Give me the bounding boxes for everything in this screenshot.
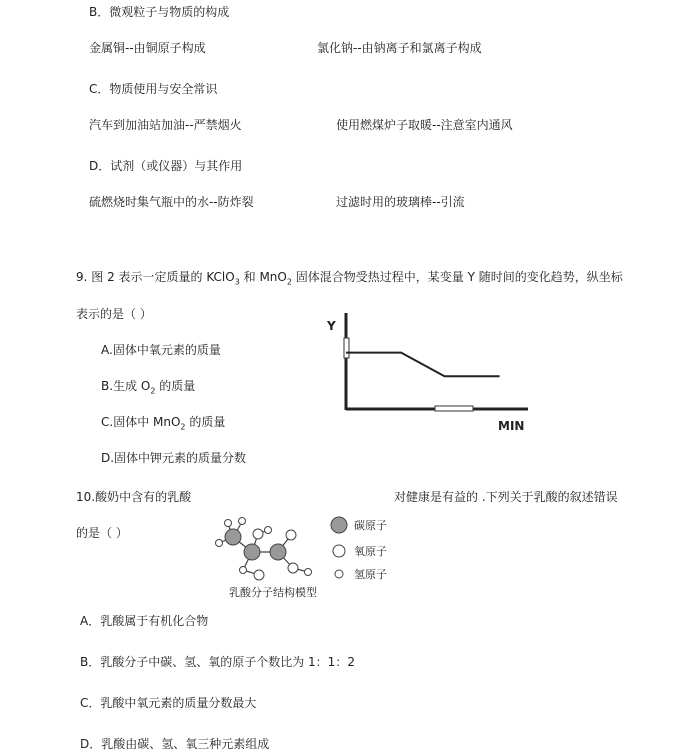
oxygen-atom (288, 563, 298, 573)
hydrogen-atom (225, 520, 232, 527)
hydrogen-atom (216, 540, 223, 547)
chart-yaxis-highlight (344, 338, 349, 358)
chart-axis-highlight (435, 406, 473, 411)
legend-carbon-icon (331, 517, 347, 533)
oxygen-atom (254, 570, 264, 580)
option-b-left-text: 金属铜--由铜原子构成 (89, 41, 206, 55)
chart-series-line (346, 353, 500, 377)
option-c-left-text: 汽车到加油站加油--严禁烟火 (89, 118, 242, 132)
legend-carbon-label: 碳原子 (354, 519, 387, 532)
q10-option-c: C．乳酸中氧元素的质量分数最大 (80, 696, 257, 710)
legend-hydrogen-icon (335, 570, 343, 578)
q10-option-a: A．乳酸属于有机化合物 (80, 614, 209, 628)
legend-oxygen-icon (333, 545, 345, 557)
q9-stem-line1: 9. 图 2 表示一定质量的 KClO$_3$ 和 MnO$_2$ 固体混合物受热过程中，某变量 Y 随时间的变化趋势，纵坐标 (76, 270, 623, 287)
option-b-right-text: 氯化钠--由钠离子和氯离子构成 (317, 41, 482, 55)
q9-option-a: A.固体中氧元素的质量 (101, 343, 221, 357)
chart-y-axis-label: Y (327, 319, 336, 333)
option-d-heading: D．试剂（或仪器）与其作用 (89, 159, 243, 173)
chart-x-axis-label: MIN (498, 419, 525, 433)
legend-oxygen-label: 氧原子 (354, 545, 387, 558)
carbon-atom (244, 544, 260, 560)
q10-stem-line2: 的是（ ） (76, 526, 128, 540)
q10-option-d: D．乳酸由碳、氢、氧三种元素组成 (80, 737, 270, 751)
oxygen-atom (286, 530, 296, 540)
option-c-heading: C．物质使用与安全常识 (89, 82, 218, 96)
q9-option-d: D.固体中钾元素的质量分数 (101, 451, 247, 465)
option-c-right-text: 使用燃煤炉子取暖--注意室内通风 (336, 118, 513, 132)
q10-stem-line1a: 10.酸奶中含有的乳酸 (76, 490, 192, 504)
oxygen-atom (253, 529, 263, 539)
hydrogen-atom (239, 518, 246, 525)
q9-line-chart (318, 308, 538, 434)
carbon-atom (225, 529, 241, 545)
carbon-atom (270, 544, 286, 560)
q9-stem-line2: 表示的是（ ） (76, 307, 152, 321)
option-d-left-text: 硫燃烧时集气瓶中的水--防炸裂 (89, 195, 254, 209)
option-d-right-text: 过滤时用的玻璃棒--引流 (336, 195, 465, 209)
hydrogen-atom (265, 527, 272, 534)
legend-hydrogen-label: 氢原子 (354, 568, 387, 581)
option-b-heading: B．微观粒子与物质的构成 (89, 5, 230, 19)
q9-option-b: B.生成 $O_2$ 的质量 (101, 379, 196, 396)
hydrogen-atom (305, 569, 312, 576)
model-caption: 乳酸分子结构模型 (229, 586, 317, 599)
q9-option-c: C.固体中 MnO$_2$ 的质量 (101, 415, 226, 432)
hydrogen-atom (240, 567, 247, 574)
lactic-acid-model (205, 508, 400, 600)
q10-option-b: B．乳酸分子中碳、氢、氧的原子个数比为 1：1：2 (80, 655, 355, 669)
q10-stem-line1b: 对健康是有益的 .下列关于乳酸的叙述错误 (394, 490, 618, 504)
